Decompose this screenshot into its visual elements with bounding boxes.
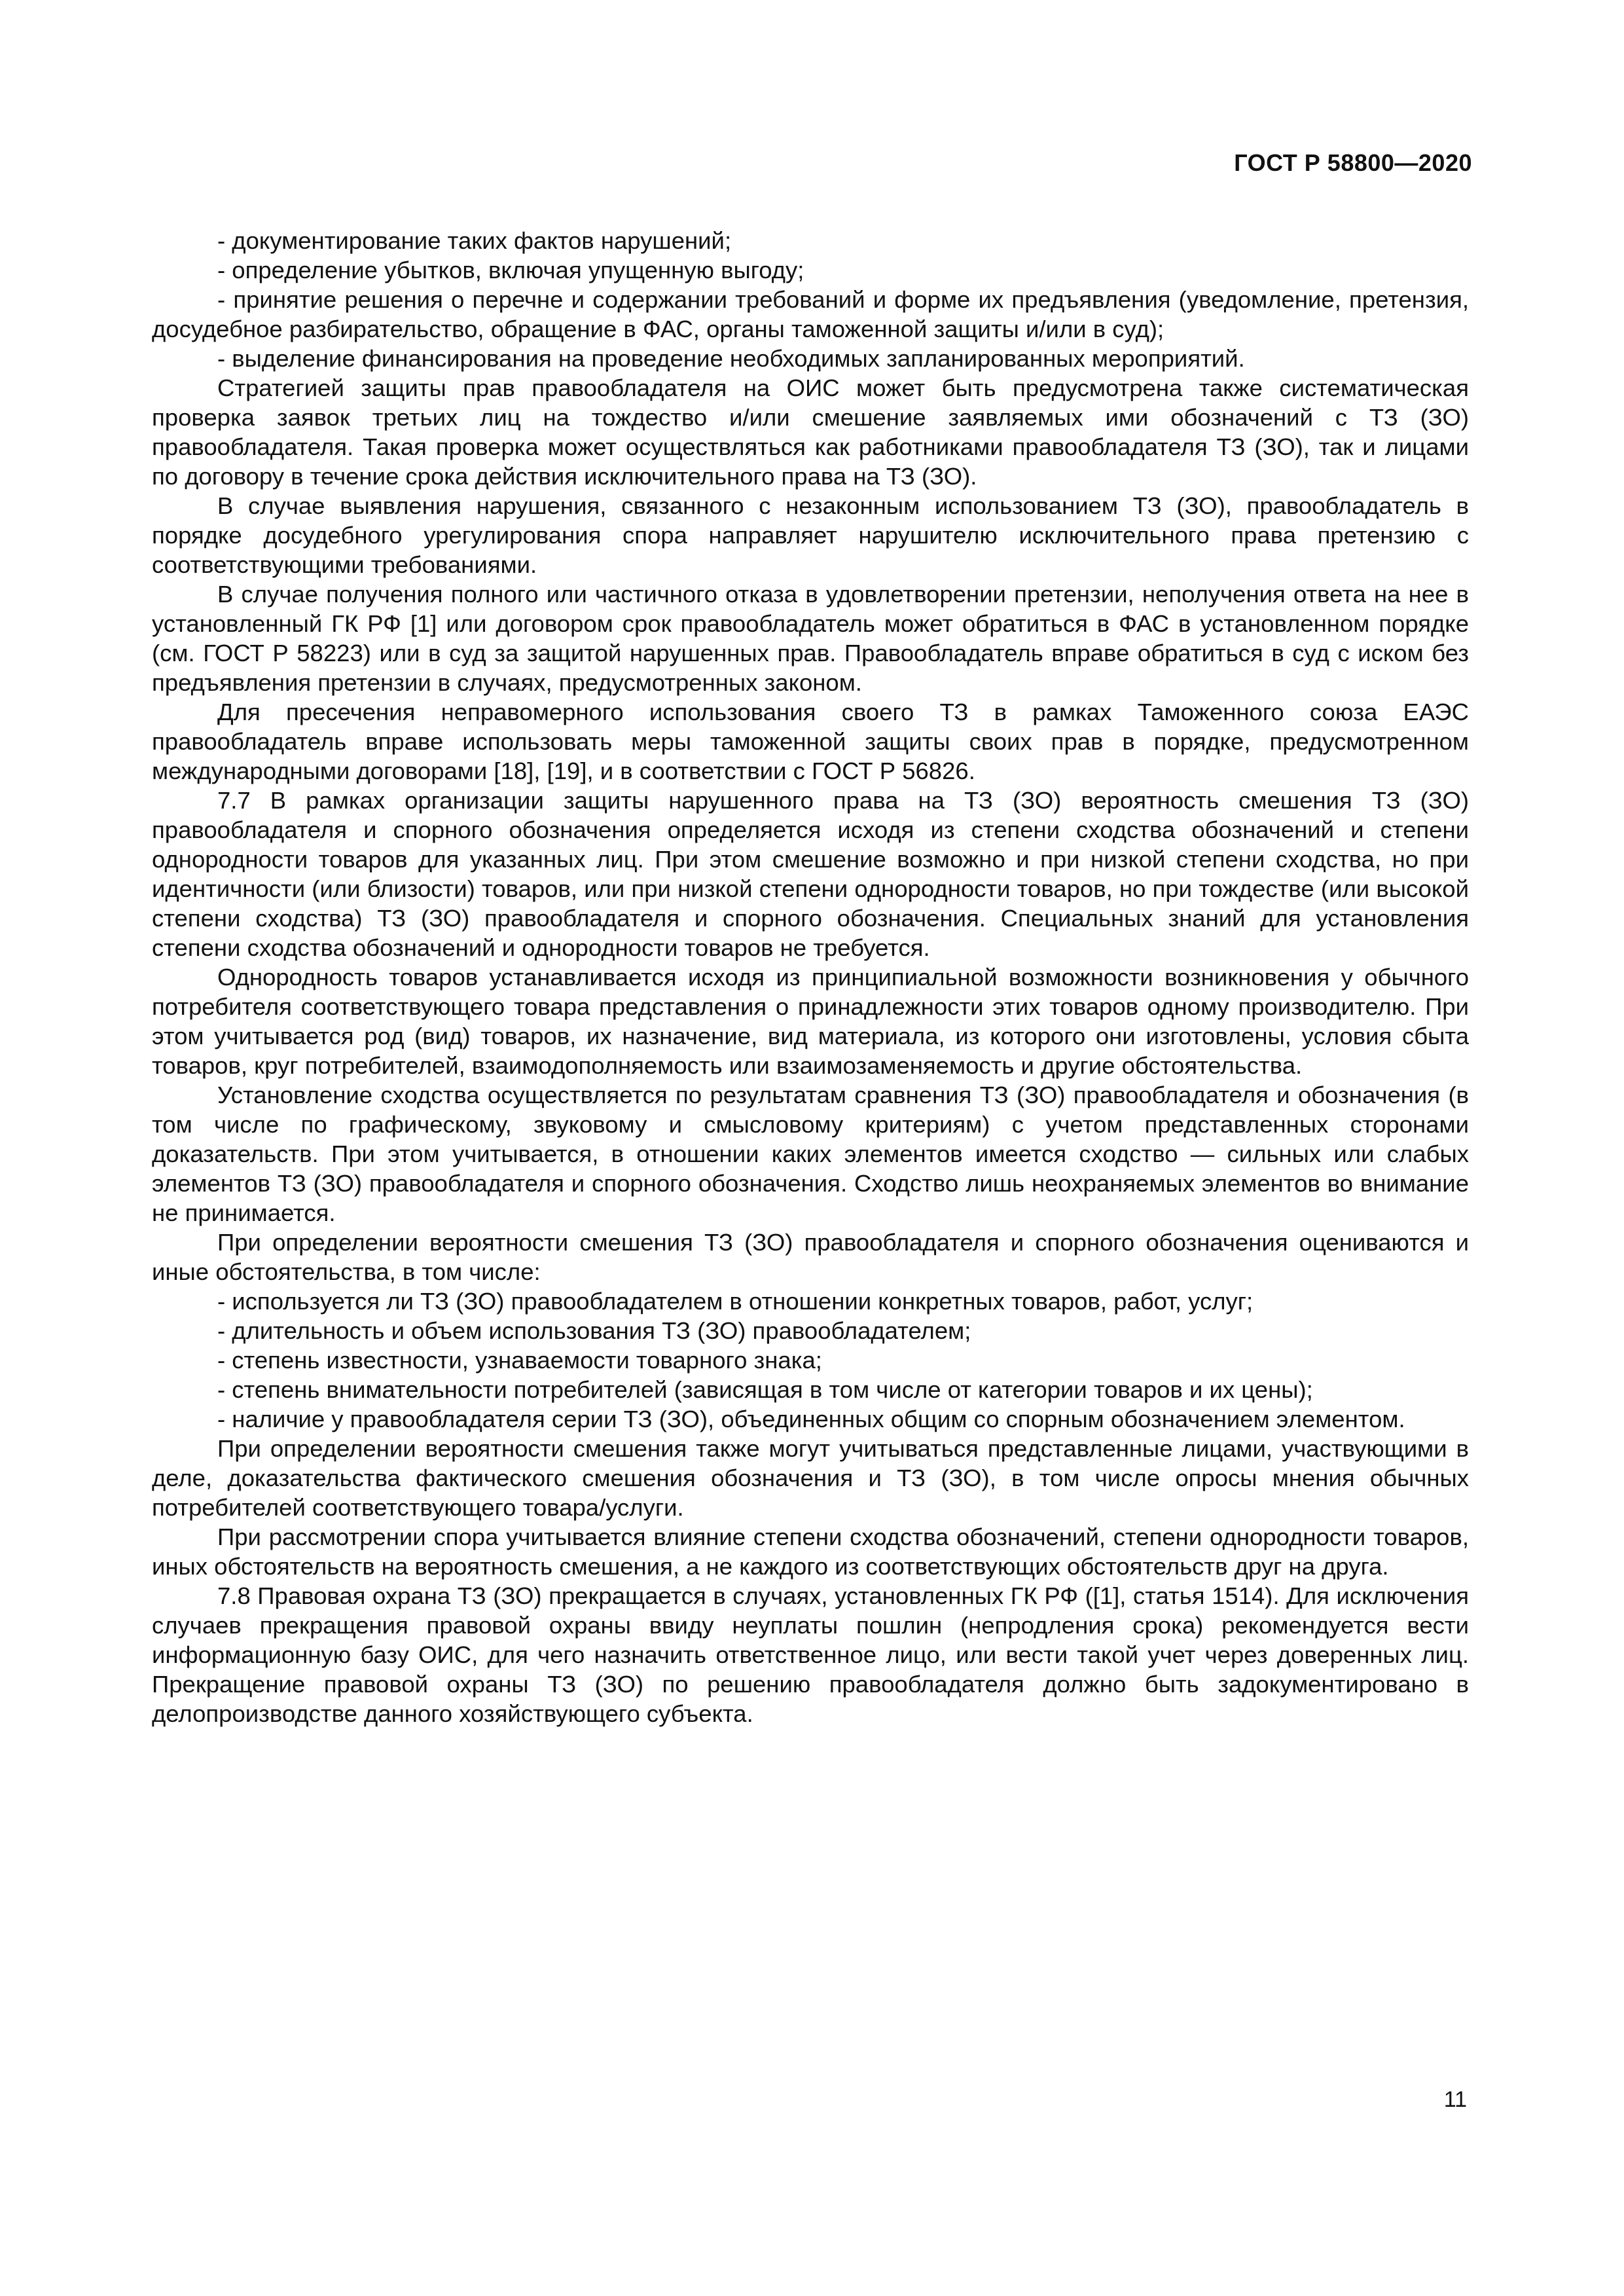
paragraph: - документирование таких фактов нарушений; — [217, 227, 732, 254]
paragraph: - принятие решения о перечне и содержании требований и форме их предъявления (уведомление, претензия, досудебное разбирательство, обращение в ФАС, органы таможенной защиты и/или в суд); — [152, 286, 1469, 342]
paragraph: При определении вероятности смешения также могут учитываться представленные лицами, участвующими в деле, доказательства фактического смешения обозначения и ТЗ (ЗО), в том числе опросы мнения обычных потребителей соответствующего товара/услуги. — [152, 1435, 1469, 1521]
paragraph: Установление сходства осуществляется по результатам сравнения ТЗ (ЗО) правообладателя и обозначения (в том числе по графическому, звуковому и смысловому критериям) с учетом представленных сторонами доказательств. При этом учитывается, в отношении каких элементов имеется сходство — сильных или слабых элементов ТЗ (ЗО) правообладателя и спорного обозначения. Сходство лишь неохраняемых элементов во внимание не принимается. — [152, 1082, 1469, 1226]
paragraph: Для пресечения неправомерного использования своего ТЗ в рамках Таможенного союза ЕАЭС правообладатель вправе использовать меры таможенной защиты своих прав в порядке, предусмотренном международными договорами [18], [19], и в соответствии с ГОСТ Р 56826. — [152, 699, 1469, 784]
paragraph: - степень известности, узнаваемости товарного знака; — [217, 1347, 822, 1374]
paragraph: Однородность товаров устанавливается исходя из принципиальной возможности возникновения у обычного потребителя соответствующего товара представления о принадлежности этих товаров одному производителю. При этом учитывается род (вид) товаров, их назначение, вид материала, из которого они изготовлены, условия сбыта товаров, круг потребителей, взаимодополняемость или взаимозаменяемость и другие обстоятельства. — [152, 964, 1469, 1079]
paragraph: В случае выявления нарушения, связанного с незаконным использованием ТЗ (ЗО), правообладатель в порядке досудебного урегулирования спора направляет нарушителю исключительного права претензию с соответствующими требованиями. — [152, 492, 1469, 578]
paragraph: При определении вероятности смешения ТЗ (ЗО) правообладателя и спорного обозначения оцениваются и иные обстоятельства, в том числе: — [152, 1229, 1469, 1285]
page-number: 11 — [1443, 2087, 1467, 2112]
paragraph: - используется ли ТЗ (ЗО) правообладателем в отношении конкретных товаров, работ, услуг; — [217, 1288, 1254, 1315]
paragraph: - определение убытков, включая упущенную выгоду; — [217, 257, 804, 283]
paragraph: - выделение финансирования на проведение необходимых запланированных мероприятий. — [217, 345, 1245, 372]
paragraph: Стратегией защиты прав правообладателя на ОИС может быть предусмотрена также систематическая проверка заявок третьих лиц на тождество и/или смешение заявляемых ими обозначений с ТЗ (ЗО) правообладателя. Такая проверка может осуществляться как работниками правообладателя ТЗ (ЗО), так и лицами по договору в течение срока действия исключительного права на ТЗ (ЗО). — [152, 374, 1469, 490]
paragraph: - наличие у правообладателя серии ТЗ (ЗО), объединенных общим со спорным обозначением элементом. — [217, 1406, 1405, 1432]
paragraph: 7.8 Правовая охрана ТЗ (ЗО) прекращается в случаях, установленных ГК РФ ([1], статья 1514). Для исключения случаев прекращения правовой охраны ввиду неуплаты пошлин (непродления срока) рекомендуется вести информационную базу ОИС, для чего назначить ответственное лицо, или вести такой учет через доверенных лиц. Прекращение правовой охраны ТЗ (ЗО) по решению правообладателя должно быть задокументировано в делопроизводстве данного хозяйствующего субъекта. — [152, 1582, 1469, 1727]
paragraph: - длительность и объем использования ТЗ (ЗО) правообладателем; — [217, 1317, 971, 1344]
paragraph: При рассмотрении спора учитывается влияние степени сходства обозначений, степени однородности товаров, иных обстоятельств на вероятность смешения, а не каждого из соответствующих обстоятельств друг на друга. — [152, 1523, 1469, 1580]
document-body — [152, 226, 1469, 1728]
paragraph: 7.7 В рамках организации защиты нарушенного права на ТЗ (ЗО) вероятность смешения ТЗ (ЗО) правообладателя и спорного обозначения определяется исходя из степени сходства обозначений и степени однородности товаров для указанных лиц. При этом смешение возможно и при низкой степени сходства, но при идентичности (или близости) товаров, или при низкой степени однородности товаров, но при тождестве (или высокой степени сходства) ТЗ (ЗО) правообладателя и спорного обозначения. Специальных знаний для установления степени сходства обозначений и однородности товаров не требуется. — [152, 787, 1469, 961]
document-header: ГОСТ Р 58800—2020 — [1234, 149, 1472, 176]
paragraph: В случае получения полного или частичного отказа в удовлетворении претензии, неполучения ответа на нее в установленный ГК РФ [1] или договором срок правообладатель может обратиться в ФАС в установленном порядке (см. ГОСТ Р 58223) или в суд за защитой нарушенных прав. Правообладатель вправе обратиться в суд с иском без предъявления претензии в случаях, предусмотренных законом. — [152, 581, 1469, 696]
paragraph: - степень внимательности потребителей (зависящая в том числе от категории товаров и их цены); — [217, 1376, 1313, 1403]
